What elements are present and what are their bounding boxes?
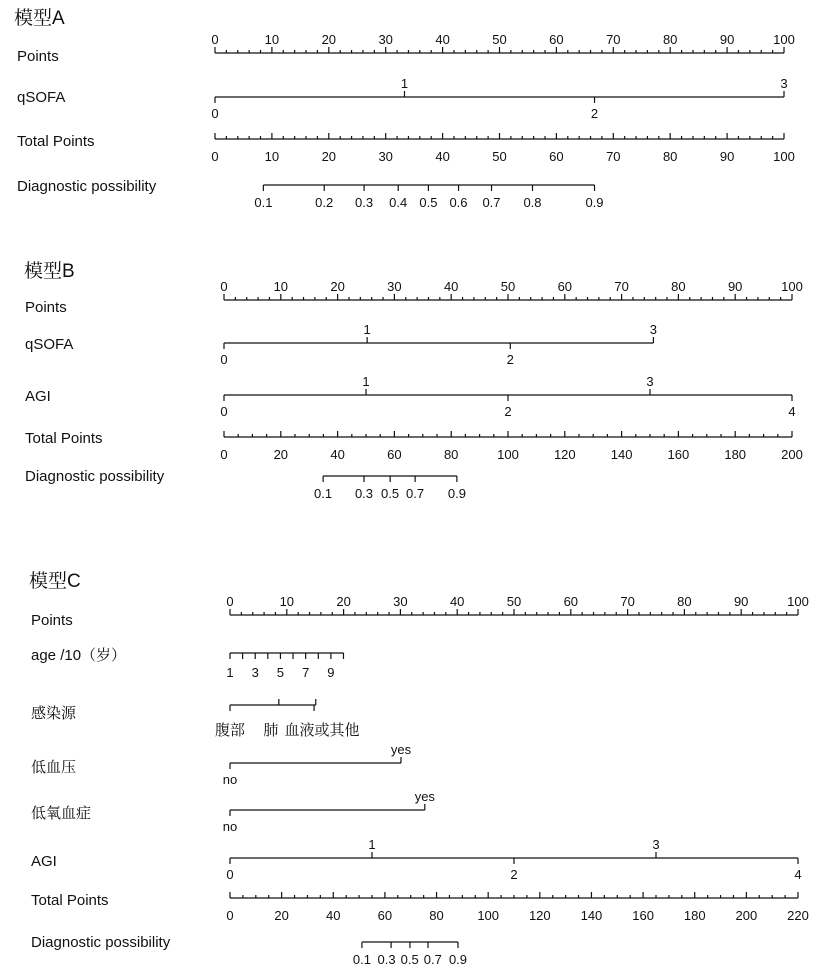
level-label: 2 <box>510 867 518 882</box>
tick-label: 100 <box>787 594 809 609</box>
tick-label: 140 <box>610 447 633 462</box>
probability-label: 0.3 <box>354 486 374 501</box>
row-points <box>31 594 809 629</box>
tick-label: 20 <box>273 447 289 462</box>
tick-label: 80 <box>443 447 459 462</box>
level-label: 3 <box>646 374 654 389</box>
tick-label: 40 <box>435 32 450 47</box>
level-label: yes <box>390 742 412 757</box>
probability-label: 0.7 <box>406 486 425 501</box>
row-agi <box>31 837 802 882</box>
tick-label: 40 <box>449 594 465 609</box>
row-label: Points <box>31 612 73 629</box>
tick-label: 80 <box>662 149 678 164</box>
row-感染源 <box>31 699 360 739</box>
tick-label: 180 <box>724 447 747 462</box>
row-label: Diagnostic possibility <box>17 178 157 195</box>
row-label: qSOFA <box>25 336 74 353</box>
row-label: 低氧血症 <box>31 805 92 822</box>
tick-label: 60 <box>549 32 564 47</box>
panel-title: 模型A <box>14 8 65 29</box>
nomogram-panel-a <box>14 7 795 210</box>
probability-label: 0.4 <box>389 195 408 210</box>
tick-label: 200 <box>735 908 758 923</box>
tick-label: 0 <box>211 32 219 47</box>
level-label: 1 <box>368 837 376 852</box>
probability-label: 0.3 <box>355 195 374 210</box>
tick-label: 180 <box>683 908 706 923</box>
tick-label: 20 <box>321 149 337 164</box>
tick-label: 50 <box>492 149 507 164</box>
row-points <box>25 279 803 316</box>
tick-label: 80 <box>671 279 686 294</box>
row-total-points <box>25 430 803 462</box>
tick-label: 50 <box>500 279 516 294</box>
probability-label: 0.5 <box>400 952 419 967</box>
level-label: 2 <box>504 404 512 419</box>
row-agi <box>25 374 796 419</box>
level-label: no <box>222 819 238 834</box>
probability-label: 0.1 <box>352 952 371 967</box>
tick-label: 220 <box>787 908 809 923</box>
level-label: yes <box>414 789 435 804</box>
level-label: 0 <box>211 106 219 121</box>
tick-label: 90 <box>719 32 735 47</box>
probability-label: 0.6 <box>449 195 468 210</box>
tick-label: 20 <box>330 279 345 294</box>
level-label: 4 <box>788 404 796 419</box>
tick-label: 20 <box>336 594 351 609</box>
level-label: 0 <box>226 867 234 882</box>
level-label: 3 <box>652 837 660 852</box>
row-label: AGI <box>31 853 57 870</box>
row-qsofa <box>17 76 788 121</box>
probability-label: 0.8 <box>523 195 542 210</box>
tick-label: 50 <box>492 32 507 47</box>
tick-label: 10 <box>264 149 280 164</box>
row-低氧血症 <box>31 789 435 834</box>
row-label: Diagnostic possibility <box>25 468 165 485</box>
level-label: 腹部 <box>214 722 246 739</box>
tick-label: 100 <box>477 908 500 923</box>
value-label: 5 <box>276 665 285 680</box>
row-qsofa <box>25 322 657 367</box>
level-label: 2 <box>590 106 599 121</box>
tick-label: 200 <box>781 447 803 462</box>
row-label: Total Points <box>25 430 103 447</box>
tick-label: 60 <box>387 447 402 462</box>
probability-label: 0.5 <box>381 486 400 501</box>
row-diagnostic-possibility <box>31 934 467 967</box>
tick-label: 80 <box>662 32 678 47</box>
tick-label: 30 <box>378 32 393 47</box>
tick-label: 30 <box>378 149 393 164</box>
row-label: age /10（岁） <box>31 647 127 664</box>
tick-label: 40 <box>330 447 345 462</box>
tick-label: 70 <box>620 594 635 609</box>
row-低血压 <box>31 742 412 787</box>
tick-label: 0 <box>211 149 219 164</box>
row-label: 感染源 <box>31 705 77 722</box>
tick-label: 120 <box>553 447 576 462</box>
row-points <box>17 32 795 65</box>
tick-label: 60 <box>563 594 579 609</box>
panel-title: 模型B <box>24 261 75 282</box>
tick-label: 30 <box>393 594 408 609</box>
tick-label: 10 <box>264 32 280 47</box>
tick-label: 90 <box>719 149 735 164</box>
probability-label: 0.5 <box>419 195 438 210</box>
value-label: 7 <box>302 665 310 680</box>
tick-label: 70 <box>606 32 621 47</box>
tick-label: 70 <box>606 149 621 164</box>
row-label: Total Points <box>17 133 95 150</box>
level-label: 2 <box>506 352 514 367</box>
tick-label: 40 <box>435 149 450 164</box>
row-label: qSOFA <box>17 89 66 106</box>
probability-label: 0.3 <box>377 952 396 967</box>
value-label: 9 <box>327 665 335 680</box>
row-diagnostic-possibility <box>17 178 604 210</box>
tick-label: 60 <box>549 149 564 164</box>
probability-label: 0.1 <box>254 195 273 210</box>
tick-label: 10 <box>273 279 289 294</box>
tick-label: 60 <box>377 908 393 923</box>
tick-label: 70 <box>614 279 629 294</box>
nomogram-panel-c <box>29 570 809 967</box>
tick-label: 160 <box>667 447 690 462</box>
level-label: no <box>222 772 238 787</box>
tick-label: 10 <box>279 594 295 609</box>
tick-label: 90 <box>727 279 743 294</box>
tick-label: 100 <box>773 149 795 164</box>
row-label: Total Points <box>31 892 109 909</box>
probability-label: 0.9 <box>447 486 466 501</box>
row-age-/10（岁） <box>31 647 343 680</box>
tick-label: 50 <box>506 594 522 609</box>
tick-label: 40 <box>443 279 459 294</box>
row-label: Diagnostic possibility <box>31 934 171 951</box>
tick-label: 0 <box>226 594 234 609</box>
tick-label: 0 <box>226 908 234 923</box>
tick-label: 0 <box>220 279 228 294</box>
level-label: 血液或其他 <box>284 722 360 739</box>
tick-label: 140 <box>580 908 603 923</box>
tick-label: 100 <box>773 32 795 47</box>
probability-label: 0.7 <box>482 195 501 210</box>
tick-label: 0 <box>220 447 228 462</box>
probability-label: 0.2 <box>315 195 334 210</box>
level-label: 0 <box>220 404 228 419</box>
probability-label: 0.9 <box>448 952 468 967</box>
tick-label: 40 <box>326 908 341 923</box>
tick-label: 20 <box>321 32 337 47</box>
tick-label: 20 <box>274 908 289 923</box>
tick-label: 90 <box>733 594 749 609</box>
tick-label: 30 <box>387 279 402 294</box>
level-label: 肺 <box>263 722 279 739</box>
row-label: Points <box>25 299 67 316</box>
level-label: 1 <box>362 374 370 389</box>
tick-label: 80 <box>677 594 692 609</box>
probability-label: 0.9 <box>585 195 604 210</box>
panel-title: 模型C <box>29 571 81 592</box>
tick-label: 60 <box>557 279 573 294</box>
value-label: 1 <box>226 665 234 680</box>
level-label: 4 <box>794 867 802 882</box>
probability-label: 0.7 <box>423 952 442 967</box>
level-label: 3 <box>649 322 658 337</box>
level-label: 0 <box>220 352 228 367</box>
tick-label: 80 <box>429 908 444 923</box>
tick-label: 120 <box>528 908 551 923</box>
tick-label: 100 <box>497 447 519 462</box>
level-label: 1 <box>400 76 409 91</box>
row-diagnostic-possibility <box>25 468 466 501</box>
level-label: 3 <box>780 76 788 91</box>
value-label: 3 <box>251 665 259 680</box>
tick-label: 160 <box>632 908 654 923</box>
row-total-points <box>17 133 795 164</box>
row-label: AGI <box>25 388 51 405</box>
tick-label: 100 <box>781 279 803 294</box>
row-label: 低血压 <box>31 759 77 776</box>
nomogram-panel-b <box>24 260 803 501</box>
level-label: 1 <box>363 322 371 337</box>
row-label: Points <box>17 48 59 65</box>
row-total-points <box>31 892 809 923</box>
probability-label: 0.1 <box>314 486 333 501</box>
